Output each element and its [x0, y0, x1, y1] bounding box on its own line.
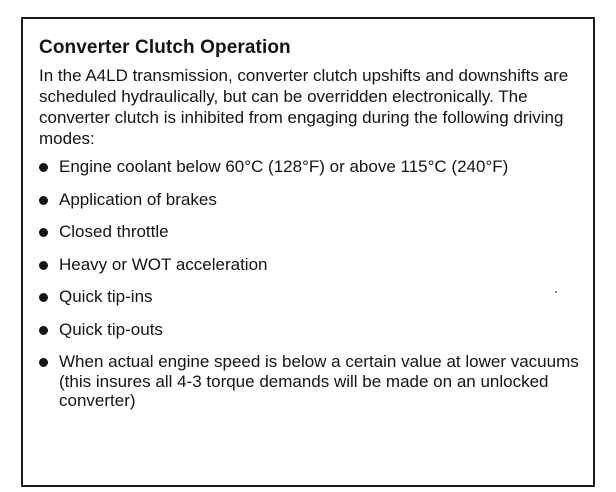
list-item	[39, 255, 579, 275]
bullet-icon	[39, 163, 48, 172]
driving-modes-list	[39, 157, 579, 411]
info-box-content	[39, 37, 579, 424]
list-item-text: Engine coolant below 60°C (128°F) or above 115°C (240°F)	[59, 157, 509, 176]
list-item	[39, 190, 579, 210]
list-item-text: Quick tip-ins	[59, 287, 153, 306]
info-box	[21, 17, 595, 487]
list-item-text: Quick tip-outs	[59, 319, 163, 339]
list-item-text: When actual engine speed is below a certain value at lower vacuums (this insures all 4-3 torque demands will be made on an unlocked converter)	[59, 352, 579, 410]
list-item	[39, 157, 579, 177]
scan-speck	[555, 291, 557, 293]
list-item	[39, 352, 579, 411]
list-item	[39, 222, 579, 242]
bullet-icon	[39, 326, 48, 335]
bullet-icon	[39, 261, 48, 270]
list-item	[39, 320, 579, 340]
bullet-icon	[39, 293, 48, 302]
list-item-text: Closed throttle	[59, 222, 169, 241]
list-item-text: Heavy or WOT acceleration	[59, 254, 268, 274]
intro-paragraph: In the A4LD transmission, converter clutch upshifts and downshifts are scheduled hydraulically, but can be overridden electronically. The converter clutch is inhibited from engaging during the following driving modes:	[39, 66, 569, 148]
bullet-icon	[39, 228, 48, 237]
list-item	[39, 287, 579, 307]
bullet-icon	[39, 358, 48, 367]
bullet-icon	[39, 196, 48, 205]
section-title: Converter Clutch Operation	[39, 37, 291, 58]
list-item-text: Application of brakes	[59, 189, 217, 209]
